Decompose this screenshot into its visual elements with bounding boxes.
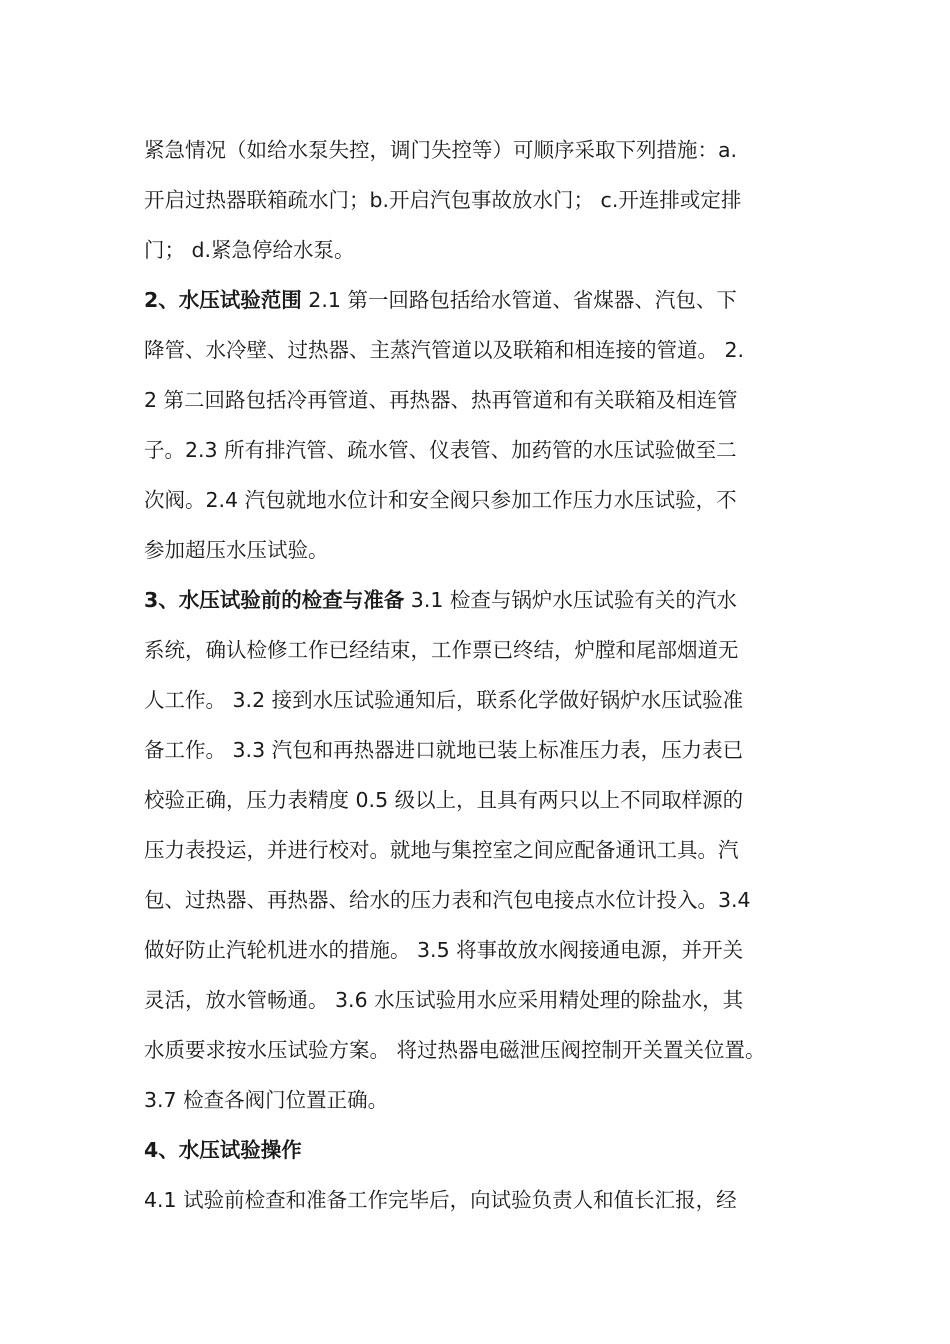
line-text: 次阀。2.4 汽包就地水位计和安全阀只参加工作压力水压试验，不 [144,488,737,512]
text-line [144,1035,834,1065]
text-line [144,635,834,665]
section-heading: 4、水压试验操作 [144,1138,302,1162]
line-text: 4.1 试验前检查和准备工作完毕后，向试验负责人和值长汇报，经 [144,1188,737,1212]
line-text: 紧急情况（如给水泵失控，调门失控等）可顺序采取下列措施：a. [144,138,738,162]
line-text: 开启过热器联箱疏水门；b.开启汽包事故放水门； c.开连排或定排 [144,188,742,212]
line-text: 降管、水冷壁、过热器、主蒸汽管道以及联箱和相连接的管道。 2. [144,338,745,362]
text-line [144,685,834,715]
line-text: 备工作。 3.3 汽包和再热器进口就地已装上标准压力表，压力表已 [144,738,744,762]
line-text: 水质要求按水压试验方案。 将过热器电磁泄压阀控制开关置关位置。 [144,1038,766,1062]
line-text: 校验正确，压力表精度 0.5 级以上，且具有两只以上不同取样源的 [144,788,744,812]
line-text: 3.7 检查各阀门位置正确。 [144,1088,389,1112]
line-text: 系统，确认检修工作已经结束，工作票已终结，炉膛和尾部烟道无 [144,638,739,662]
text-line [144,235,834,265]
line-text: 3.1 检查与锅炉水压试验有关的汽水 [404,588,737,612]
text-line [144,485,834,515]
line-text: 参加超压水压试验。 [144,538,329,562]
text-line [144,185,834,215]
text-line [144,435,834,465]
section-heading: 3、水压试验前的检查与准备 [144,588,405,612]
line-text: 灵活，放水管畅通。 3.6 水压试验用水应采用精处理的除盐水，其 [144,988,744,1012]
text-line [144,135,834,165]
text-line [144,735,834,765]
line-text: 门； d.紧急停给水泵。 [144,238,355,262]
section-heading: 2、水压试验范围 [144,288,302,312]
text-line [144,935,834,965]
text-line [144,1085,834,1115]
line-text: 包、过热器、再热器、给水的压力表和汽包电接点水位计投入。3.4 [144,888,751,912]
line-text: 2 第二回路包括冷再管道、再热器、热再管道和有关联箱及相连管 [144,388,738,412]
text-line [144,985,834,1015]
text-line [144,835,834,865]
text-line [144,885,834,915]
text-line [144,385,834,415]
text-line [144,335,834,365]
line-text: 压力表投运，并进行校对。就地与集控室之间应配备通讯工具。汽 [144,838,739,862]
line-text: 人工作。 3.2 接到水压试验通知后，联系化学做好锅炉水压试验准 [144,688,744,712]
text-line [144,535,834,565]
text-line [144,585,834,615]
text-line [144,785,834,815]
text-line [144,1135,834,1165]
text-line [144,1185,834,1215]
line-text: 子。2.3 所有排汽管、疏水管、仪表管、加药管的水压试验做至二 [144,438,737,462]
text-line [144,285,834,315]
line-text: 做好防止汽轮机进水的措施。 3.5 将事故放水阀接通电源，并开关 [144,938,744,962]
line-text: 2.1 第一回路包括给水管道、省煤器、汽包、下 [301,288,737,312]
